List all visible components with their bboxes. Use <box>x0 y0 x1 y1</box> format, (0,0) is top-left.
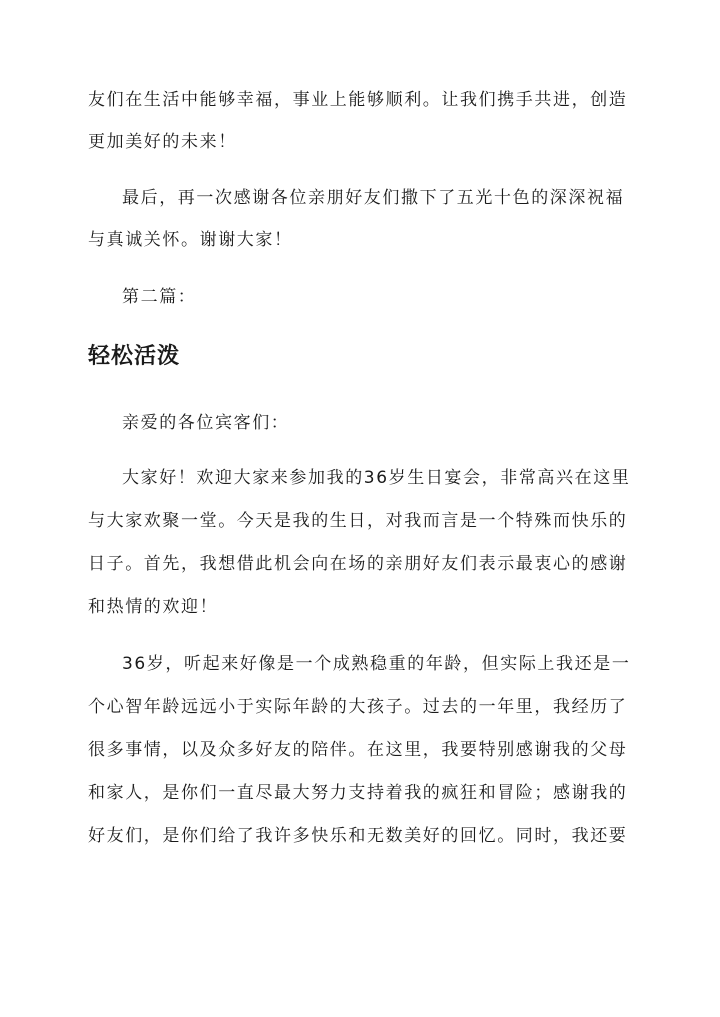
paragraph-line: 与真诚关怀。谢谢大家！ <box>88 230 293 250</box>
paragraph-line: 日子。首先，我想借此机会向在场的亲朋好友们表示最衷心的感谢 <box>88 554 628 574</box>
salutation: 亲爱的各位宾客们： <box>122 413 290 433</box>
paragraph-line: 好友们，是你们给了我许多快乐和无数美好的回忆。同时，我还要 <box>88 826 628 846</box>
paragraph-line: 和家人，是你们一直尽最大努力支持着我的疯狂和冒险；感谢我的 <box>88 783 628 803</box>
paragraph-line: 大家好！欢迎大家来参加我的36岁生日宴会，非常高兴在这里 <box>122 468 631 488</box>
paragraph-line: 个心智年龄远远小于实际年龄的大孩子。过去的一年里，我经历了 <box>88 697 628 717</box>
section-label: 第二篇： <box>122 287 197 307</box>
section-heading: 轻松活泼 <box>88 344 181 369</box>
paragraph-line: 最后，再一次感谢各位亲朋好友们撒下了五光十色的深深祝福 <box>122 188 625 208</box>
paragraph-line: 友们在生活中能够幸福，事业上能够顺利。让我们携手共进，创造 <box>88 90 628 110</box>
paragraph-line: 36岁，听起来好像是一个成熟稳重的年龄，但实际上我还是一 <box>122 654 631 674</box>
paragraph-line: 很多事情，以及众多好友的陪伴。在这里，我要特别感谢我的父母 <box>88 740 628 760</box>
paragraph-line: 更加美好的未来！ <box>88 132 237 152</box>
paragraph-line: 与大家欢聚一堂。今天是我的生日，对我而言是一个特殊而快乐的 <box>88 511 628 531</box>
paragraph-line: 和热情的欢迎！ <box>88 597 219 617</box>
